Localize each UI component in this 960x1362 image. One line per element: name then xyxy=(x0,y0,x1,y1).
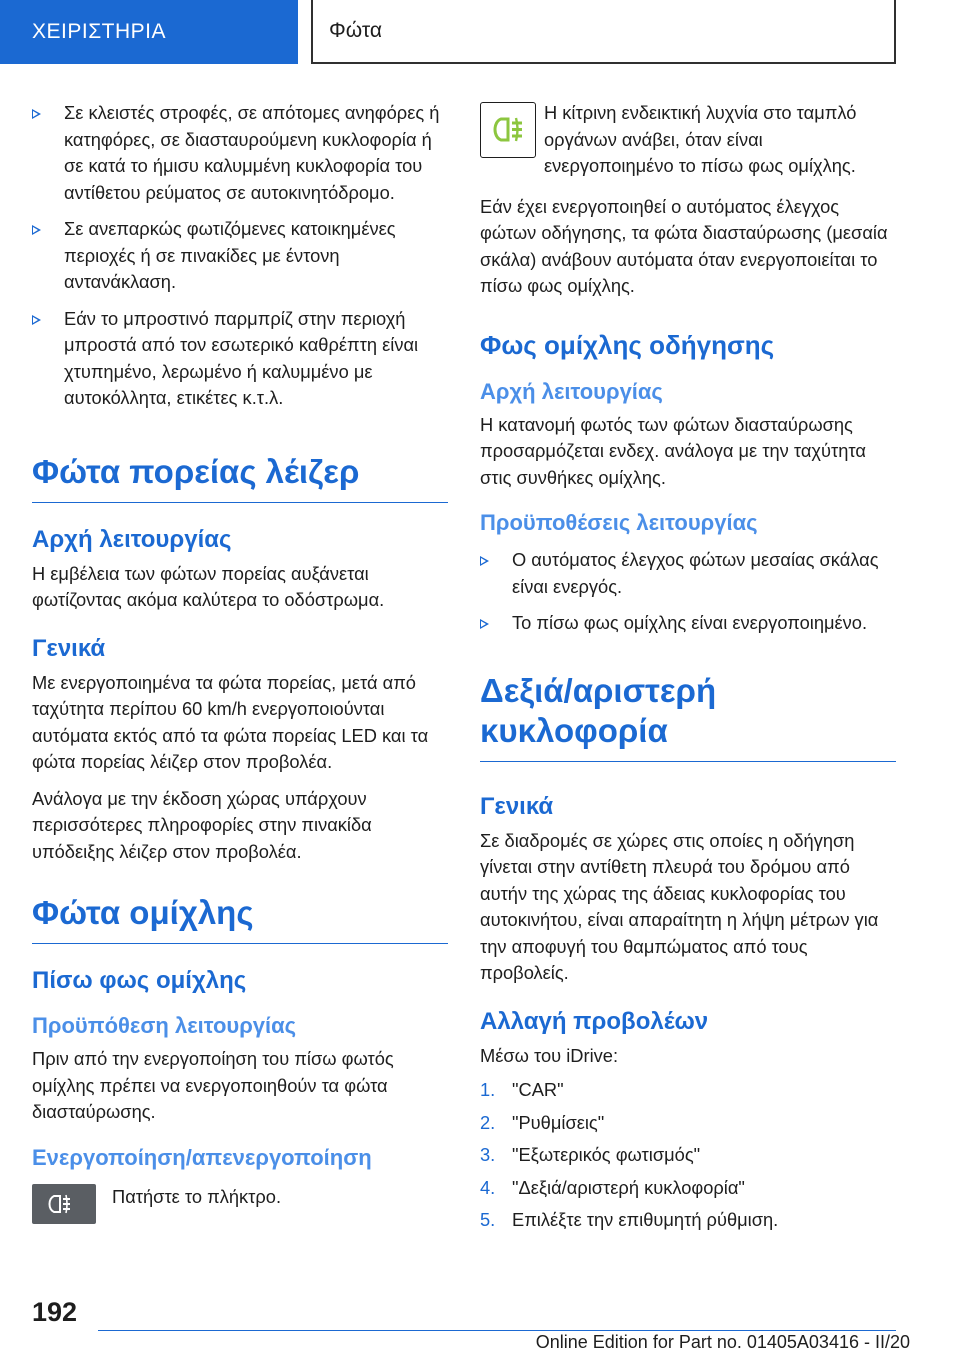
toggle-instruction xyxy=(32,1184,448,1230)
right-column xyxy=(480,100,896,1240)
footer-divider xyxy=(98,1330,896,1331)
traffic-general-heading: Γενικά xyxy=(480,792,554,820)
list-item: Το πίσω φως ομίχλης είναι ενεργοποιημένο. xyxy=(480,610,896,637)
step-item: 2. "Ρυθμίσεις" xyxy=(480,1111,605,1133)
indicator-text: Η κίτρινη ενδεικτική λυχνία στο ταμπλό οργάνων ανάβει, όταν είναι ενεργοποιημένο το πίσω φως ομίχλης. xyxy=(544,102,857,176)
rear-fog-prereq-heading: Προϋπόθεση λειτουργίας xyxy=(32,1013,297,1038)
laser-high-beam-title: Φώτα πορείας λέιζερ xyxy=(32,452,448,503)
left-column xyxy=(32,100,448,1230)
list-item: Σε κλειστές στροφές, σε απότομες ανηφόρες ή κατηφόρες, σε διασταυρούμενη κυκλοφορία ή σε κατά το ήμισυ καλυμμένη κυκλοφορία του αντίθετου ρεύματος σε αυτοκινητόδρομο. xyxy=(32,100,448,206)
driving-principle-text: Η κατανομή φωτός των φώτων διασταύρωσης προσαρμόζεται ενδεχ. ανάλογα με την ταχύτητα στις συνθήκες ομίχλης. xyxy=(480,413,866,488)
triangle-bullet-icon xyxy=(32,315,41,325)
step-item: 1. "CAR" xyxy=(480,1079,564,1100)
indicator-row xyxy=(480,100,896,180)
laser-general-text: Με ενεργοποιημένα τα φώτα πορείας, μετά από ταχύτητα περίπου 60 km/h ενεργοποιούνται αυτόματα εκτός από τα φώτα πορείας LED και τα φώτα πορείας λέιζερ στον προβολέα. xyxy=(32,671,429,772)
section-title: Φώτα xyxy=(329,19,382,42)
toggle-heading: Ενεργοποίηση/απενεργοποίηση xyxy=(32,1144,372,1170)
laser-general-heading: Γενικά xyxy=(32,634,106,662)
list-item: Ο αυτόματος έλεγχος φώτων μεσαίας σκάλας είναι ενεργός. xyxy=(480,547,896,600)
section-tab xyxy=(311,0,896,64)
fog-lights-title: Φώτα ομίχλης xyxy=(32,893,448,944)
rear-fog-button-icon xyxy=(32,1184,96,1224)
laser-general-text-2: Ανάλογα με την έκδοση χώρας υπάρχουν περισσότερες πληροφορίες στην πινακίδα υπόδειξης λέιζερ στον προβολέα. xyxy=(32,787,372,862)
traffic-general-text: Σε διαδρομές σε χώρες στις οποίες η οδήγηση γίνεται στην αντίθετη πλευρά του δρόμου από αυτήν της χώρας της άδειας κυκλοφορίας του αυτοκινήτου, είναι απαραίτητη η λήψη μέτρων για την αποφυγή του θαμπώματος από τους προβολείς. xyxy=(480,829,879,983)
driving-fog-heading: Φως ομίχλης οδήγησης xyxy=(480,329,775,360)
step-item: 4. "Δεξιά/αριστερή κυκλοφορία" xyxy=(480,1176,745,1198)
auto-lights-text: Εάν έχει ενεργοποιηθεί ο αυτόματος έλεγχος φώτων οδήγησης, τα φώτα διασταύρωσης (μεσαία σκάλα) ανάβουν αυτόματα όταν ενεργοποιείται το πίσω φως ομίχλης. xyxy=(480,195,888,296)
chapter-title: ΧΕΙΡΙΣΤΗΡΙΑ xyxy=(32,20,167,43)
list-item: Σε ανεπαρκώς φωτιζόμενες κατοικημένες περιοχές ή σε πινακίδες με έντονη αντανάκλαση. xyxy=(32,216,448,296)
triangle-bullet-icon xyxy=(480,556,489,566)
change-headlights-heading: Αλλαγή προβολέων xyxy=(480,1007,709,1035)
toggle-text: Πατήστε το πλήκτρο. xyxy=(112,1185,282,1207)
via-idrive-text: Μέσω του iDrive: xyxy=(480,1044,619,1066)
page-number: 192 xyxy=(32,1297,78,1327)
step-item: 3. "Εξωτερικός φωτισμός" xyxy=(480,1144,701,1165)
rear-fog-heading: Πίσω φως ομίχλης xyxy=(32,967,247,994)
triangle-bullet-icon xyxy=(32,225,41,235)
footer-edition: Online Edition for Part no. 01405A03416 - II/20 xyxy=(535,1332,910,1352)
step-item: 5. Επιλέξτε την επιθυμητή ρύθμιση. xyxy=(480,1209,779,1230)
laser-principle-heading: Αρχή λειτουργίας xyxy=(32,525,232,553)
rear-fog-prereq-text: Πριν από την ενεργοποίηση του πίσω φωτός ομίχλης πρέπει να ενεργοποιηθούν τα φώτα διασταύρωσης. xyxy=(32,1048,394,1122)
triangle-bullet-icon xyxy=(32,109,41,119)
triangle-bullet-icon xyxy=(480,619,489,629)
list-item: Εάν το μπροστινό παρμπρίζ στην περιοχή μπροστά από τον εσωτερικό καθρέπτη είναι χτυπημένο, λερωμένο ή καλυμμένο με αυτοκόλλητα, ετικέτες κ.τ.λ. xyxy=(32,306,448,412)
traffic-side-title: Δεξιά/αριστερή κυκλοφορία xyxy=(480,671,896,762)
chapter-tab xyxy=(0,0,298,64)
driving-principle-heading: Αρχή λειτουργίας xyxy=(480,378,663,404)
rear-fog-indicator-icon xyxy=(480,102,536,158)
driving-prereq-heading: Προϋποθέσεις λειτουργίας xyxy=(480,510,758,535)
laser-principle-text: Η εμβέλεια των φώτων πορείας αυξάνεται φωτίζοντας ακόμα καλύτερα το οδόστρωμα. xyxy=(32,562,385,610)
